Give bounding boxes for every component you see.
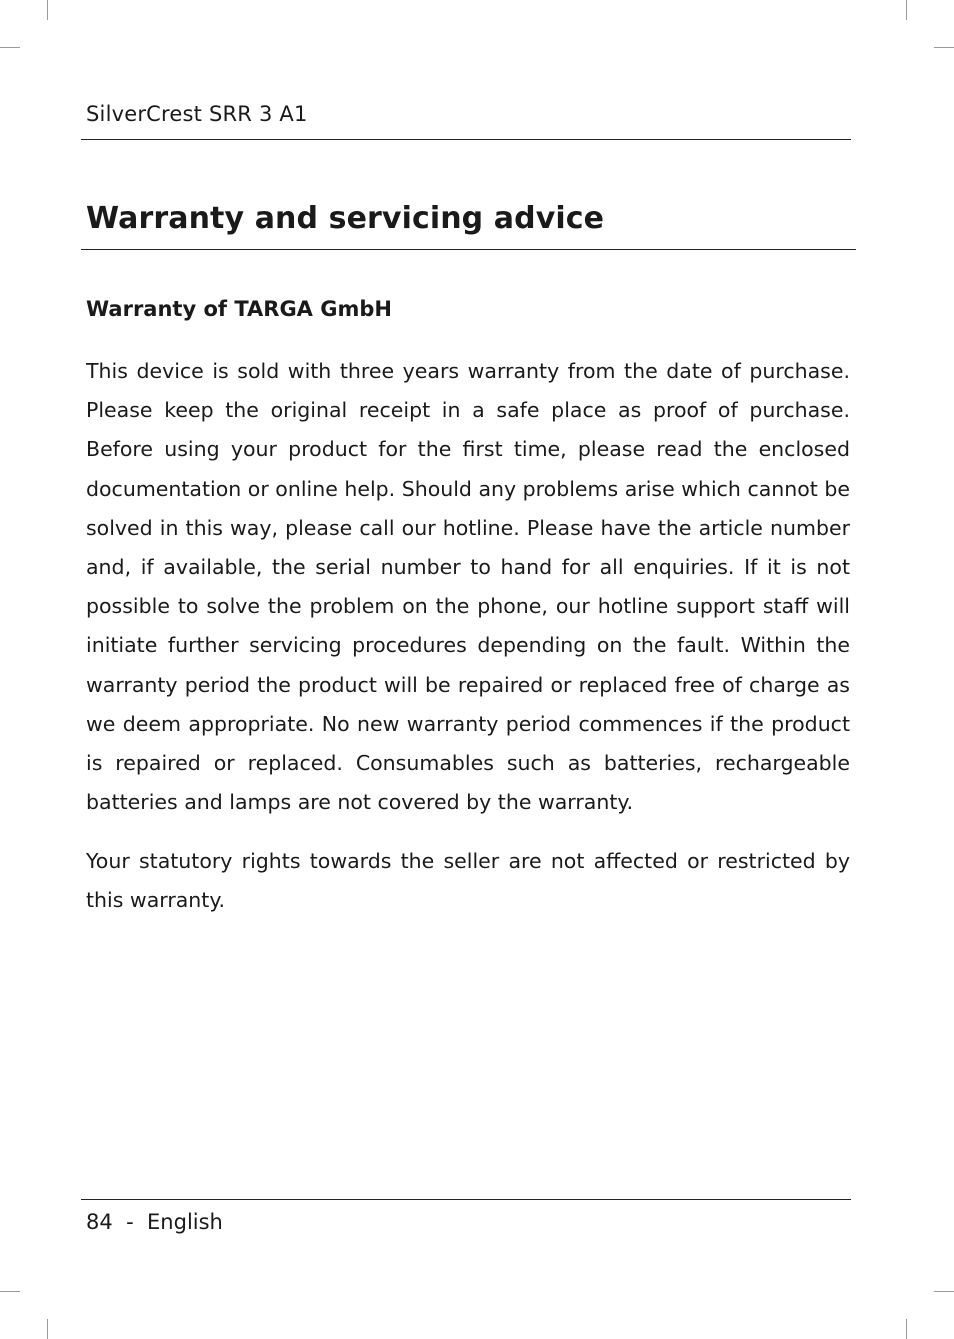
- crop-mark: [906, 1319, 907, 1339]
- crop-mark: [0, 1291, 20, 1292]
- footer-rule: [81, 1199, 851, 1200]
- crop-mark: [47, 0, 48, 20]
- section-heading: Warranty of TARGA GmbH: [86, 297, 392, 321]
- running-header: SilverCrest SRR 3 A1: [86, 102, 308, 126]
- page-title: Warranty and servicing advice: [86, 201, 605, 236]
- crop-mark: [934, 47, 954, 48]
- crop-mark: [906, 0, 907, 20]
- body-paragraph: Your statutory rights towards the seller are not affected or restricted by this warranty.: [86, 849, 850, 913]
- title-rule: [81, 249, 856, 250]
- footer-separator: -: [126, 1210, 134, 1234]
- crop-mark: [47, 1319, 48, 1339]
- page-number: 84: [86, 1210, 113, 1234]
- crop-mark: [934, 1291, 954, 1292]
- crop-mark: [0, 47, 20, 48]
- page-footer: [86, 1207, 223, 1237]
- footer-language: English: [147, 1210, 223, 1234]
- body-paragraph: This device is sold with three years warranty from the date of purchase. Please keep the original receipt in a safe place as proof of purchase. Before using your product for the first time, please read the enclosed documentation or online help. Should any problems arise which cannot be solved in this way, please call our hotline. Please have the article number and, if available, the serial number to hand for all enquiries. If it is not possible to solve the problem on the phone, our hotline support staff will initiate further servicing procedures depending on the fault. Within the warranty period the product will be repaired or replaced free of charge as we deem appropriate. No new warranty period commences if the product is repaired or replaced. Consumables such as batteries, rechargeable batteries and lamps are not covered by the warranty.: [86, 359, 850, 815]
- header-rule: [81, 139, 851, 140]
